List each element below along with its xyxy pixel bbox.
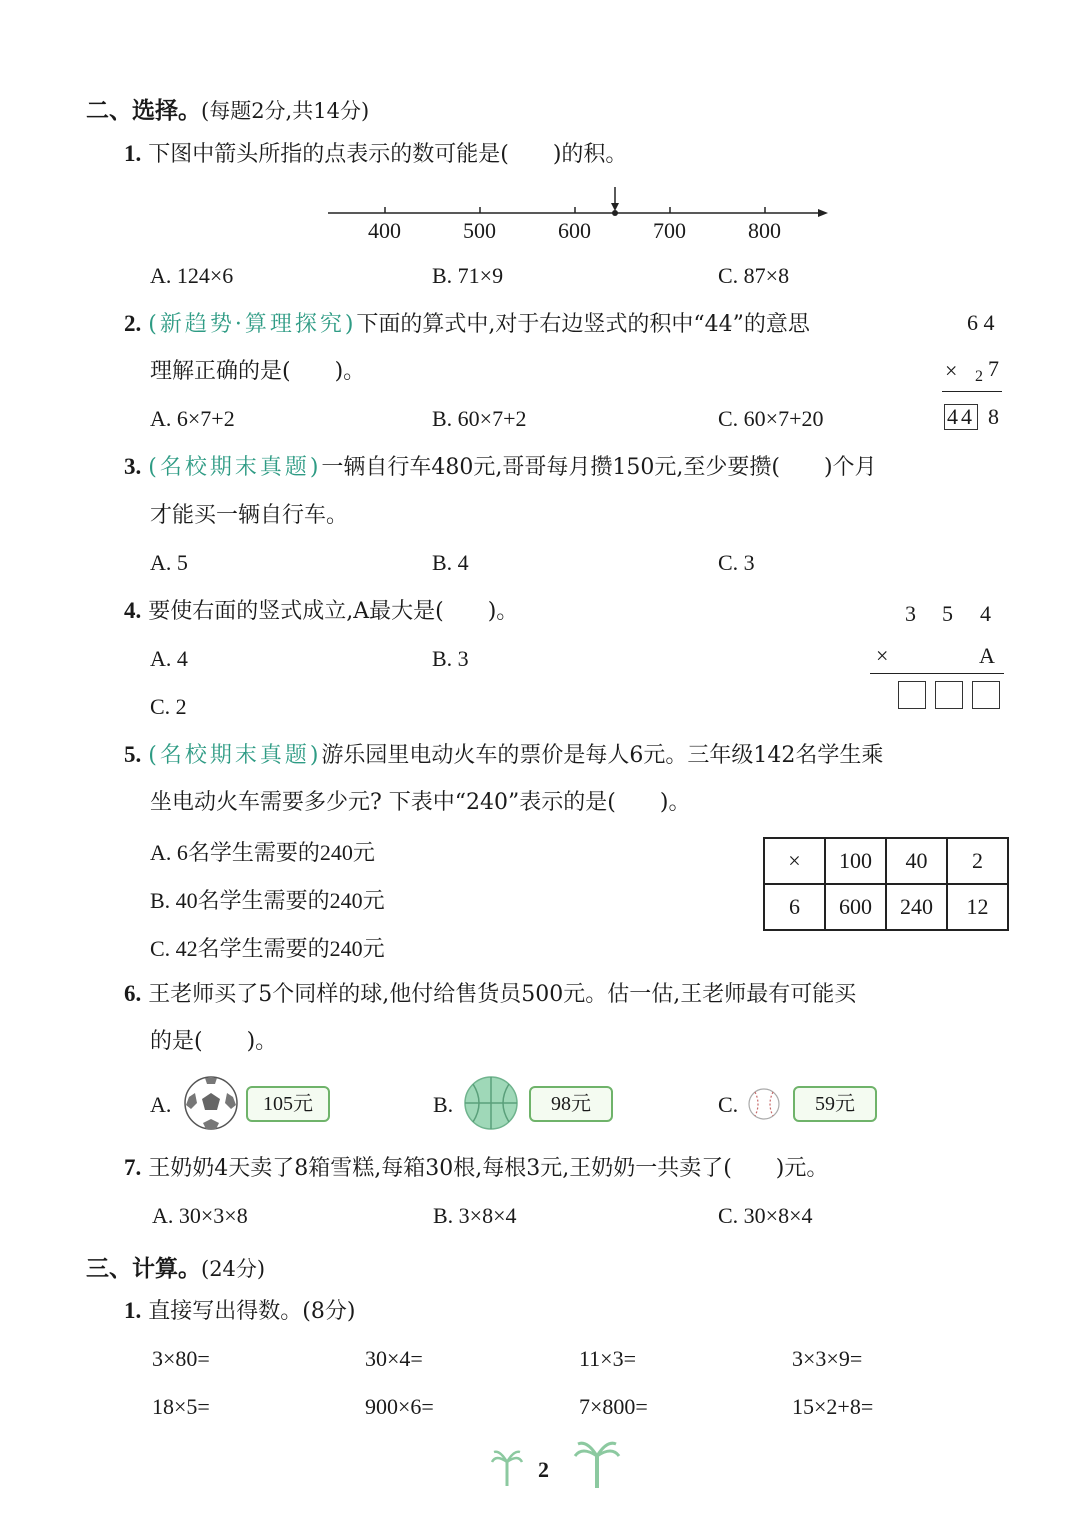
q6-option-a-price: 105元 [246, 1086, 330, 1122]
q1-option-c[interactable]: C. 87×8 [718, 263, 790, 288]
table-cell: 600 [825, 884, 886, 930]
question-7: 7. 王奶奶4天卖了8箱雪糕,每箱30根,每根3元,王奶奶一共卖了( )元。 [124, 1155, 829, 1181]
palm-tree-icon [572, 1440, 622, 1490]
q4-answer-box-1[interactable] [898, 681, 926, 709]
q2-vertical-times: × [945, 358, 958, 383]
q2-option-b[interactable]: B. 60×7+2 [432, 406, 527, 431]
q5-option-a[interactable]: A. 6名学生需要的240元 [150, 840, 375, 865]
q3-option-a[interactable]: A. 5 [150, 550, 188, 575]
table-cell: 40 [886, 838, 947, 884]
q3-option-c[interactable]: C. 3 [718, 550, 755, 575]
q5-option-b[interactable]: B. 40名学生需要的240元 [150, 888, 385, 913]
q7-option-b[interactable]: B. 3×8×4 [433, 1203, 517, 1228]
q6-option-b-label[interactable]: B. [433, 1092, 454, 1117]
basketball-icon [463, 1075, 519, 1131]
q4-digit-a: A [979, 643, 995, 668]
q5-tag: (名校期末真题) [148, 743, 322, 768]
q6-option-c-label[interactable]: C. [718, 1092, 739, 1117]
table-cell: 100 [825, 838, 886, 884]
q4-option-b[interactable]: B. 3 [432, 646, 469, 671]
question-4: 4. 要使右面的竖式成立,A最大是( )。 [124, 598, 519, 624]
numberline-label-800: 800 [748, 218, 781, 243]
q2-vertical-top: 6 4 [967, 310, 995, 335]
table-cell: 6 [764, 884, 825, 930]
q2-vertical-rule [942, 391, 1002, 392]
calc-item[interactable]: 18×5= [152, 1394, 210, 1419]
q4-answer-box-2[interactable] [935, 681, 963, 709]
q4-digit-1: 3 [905, 601, 916, 626]
numberline-label-600: 600 [558, 218, 591, 243]
table-cell: 2 [947, 838, 1008, 884]
q2-vertical-boxed: 44 [944, 404, 978, 430]
q6-option-b-price: 98元 [529, 1086, 613, 1122]
question-5: 5. (名校期末真题)游乐园里电动火车的票价是每人6元。三年级142名学生乘 [124, 742, 884, 768]
question-3-line2: 才能买一辆自行车。 [150, 503, 349, 528]
q5-option-c[interactable]: C. 42名学生需要的240元 [150, 936, 385, 961]
q4-option-a[interactable]: A. 4 [150, 646, 188, 671]
q3-option-b[interactable]: B. 4 [432, 550, 469, 575]
calc-item[interactable]: 11×3= [579, 1346, 636, 1371]
q7-option-c[interactable]: C. 30×8×4 [718, 1203, 813, 1228]
q6-option-c-price: 59元 [793, 1086, 877, 1122]
q4-digit-3: 4 [980, 601, 991, 626]
q2-option-c[interactable]: C. 60×7+20 [718, 406, 824, 431]
palm-tree-icon [490, 1448, 524, 1488]
q4-times: × [876, 643, 889, 668]
numberline-label-500: 500 [463, 218, 496, 243]
calc-question-1: 1. 直接写出得数。(8分) [124, 1298, 356, 1324]
q1-option-b[interactable]: B. 71×9 [432, 263, 504, 288]
q4-answer-box-3[interactable] [972, 681, 1000, 709]
q2-option-a[interactable]: A. 6×7+2 [150, 406, 235, 431]
q4-option-c[interactable]: C. 2 [150, 694, 187, 719]
question-2: 2. (新趋势·算理探究)下面的算式中,对于右边竖式的积中“44”的意思 [124, 311, 810, 337]
numberline-label-700: 700 [653, 218, 686, 243]
section-2-heading: 二、选择。(每题2分,共14分) [86, 98, 370, 124]
question-6: 6. 王老师买了5个同样的球,他付给售货员500元。估一估,王老师最有可能买 [124, 981, 857, 1007]
q3-tag: (名校期末真题) [148, 455, 322, 480]
soccer-ball-icon [183, 1075, 239, 1131]
numberline-label-400: 400 [368, 218, 401, 243]
q2-vertical-mult: 7 [988, 356, 999, 381]
q7-option-a[interactable]: A. 30×3×8 [152, 1203, 248, 1228]
calc-item[interactable]: 30×4= [365, 1346, 423, 1371]
calc-item[interactable]: 3×3×9= [792, 1346, 863, 1371]
calc-item[interactable]: 900×6= [365, 1394, 434, 1419]
table-cell: 240 [886, 884, 947, 930]
q4-rule [870, 673, 1004, 674]
question-5-line2: 坐电动火车需要多少元? 下表中“240”表示的是( )。 [150, 790, 691, 815]
section-3-heading: 三、计算。(24分) [86, 1256, 266, 1282]
table-row [764, 884, 1008, 930]
table-row [764, 838, 1008, 884]
question-2-line2: 理解正确的是( )。 [150, 359, 366, 384]
q6-option-a-label[interactable]: A. [150, 1092, 172, 1117]
page-number: 2 [538, 1457, 549, 1482]
question-3: 3. (名校期末真题)一辆自行车480元,哥哥每月攒150元,至少要攒( )个月 [124, 454, 877, 480]
calc-item[interactable]: 3×80= [152, 1346, 210, 1371]
table-cell: × [764, 838, 825, 884]
question-6-line2: 的是( )。 [150, 1029, 278, 1054]
calc-item[interactable]: 7×800= [579, 1394, 648, 1419]
baseball-icon [747, 1087, 781, 1121]
q2-vertical-carry: 2 [975, 368, 983, 385]
q5-multiplication-table [763, 837, 1009, 931]
q4-digit-2: 5 [942, 601, 953, 626]
q1-option-a[interactable]: A. 124×6 [150, 263, 234, 288]
q2-tag: (新趋势·算理探究) [148, 312, 357, 337]
table-cell: 12 [947, 884, 1008, 930]
question-1: 1. 下图中箭头所指的点表示的数可能是( )的积。 [124, 141, 628, 167]
calc-item[interactable]: 15×2+8= [792, 1394, 874, 1419]
q2-vertical-last: 8 [988, 404, 999, 429]
